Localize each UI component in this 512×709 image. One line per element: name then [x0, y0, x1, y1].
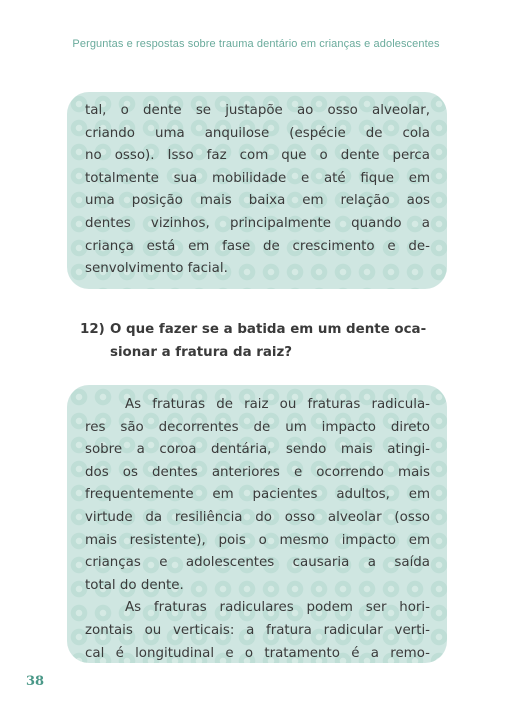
text-panel-1 [67, 92, 447, 289]
running-header: Perguntas e respostas sobre trauma dentário em crianças e adolescentes [72, 38, 440, 50]
text-line: crianças e adolescentes causaria a saída [85, 555, 430, 571]
text-line: virtude da resiliência do osso alveolar (osso [85, 509, 430, 525]
text-line: dos os dentes anteriores e ocorrendo mais [85, 464, 430, 480]
text-line: criança está em fase de crescimento e de- [85, 238, 430, 254]
text-line: no osso). Isso faz com que o dente perca [85, 148, 430, 164]
page-number: 38 [26, 674, 45, 689]
question-number: 12) [80, 322, 105, 337]
text-line: cal é longitudinal e o tratamento é a remo- [85, 645, 430, 661]
text-panel-2 [67, 385, 447, 663]
question-text [110, 319, 440, 364]
question-line: O que fazer se a batida em um dente oca- [110, 322, 427, 337]
text-line: totalmente sua mobilidade e até fique em [85, 170, 430, 186]
text-line: tal, o dente se justapõe ao osso alveolar, [85, 103, 430, 118]
text-line: As fraturas de raiz ou fraturas radicula- [125, 397, 430, 412]
text-line: zontais ou verticais: a fratura radicular verti- [85, 622, 430, 638]
text-line: uma posição mais baixa em relação aos [85, 193, 430, 209]
text-line: dentes vizinhos, principalmente quando a [85, 215, 430, 231]
text-line: As fraturas radiculares podem ser hori- [125, 600, 430, 616]
question-line: sionar a fratura da raiz? [110, 344, 293, 360]
text-line: sobre a coroa dentária, sendo mais atingi- [85, 442, 430, 458]
text-line: mais resistente), pois o mesmo impacto em [85, 532, 430, 548]
text-line: criando uma anquilose (espécie de cola [85, 125, 430, 141]
panel-2-text [85, 394, 430, 665]
text-line: senvolvimento facial. [85, 261, 228, 277]
text-line: frequentemente em pacientes adultos, em [85, 487, 430, 503]
text-line: res são decorrentes de um impacto direto [85, 419, 430, 435]
text-line: total do dente. [85, 577, 184, 593]
panel-1-text [85, 100, 430, 281]
